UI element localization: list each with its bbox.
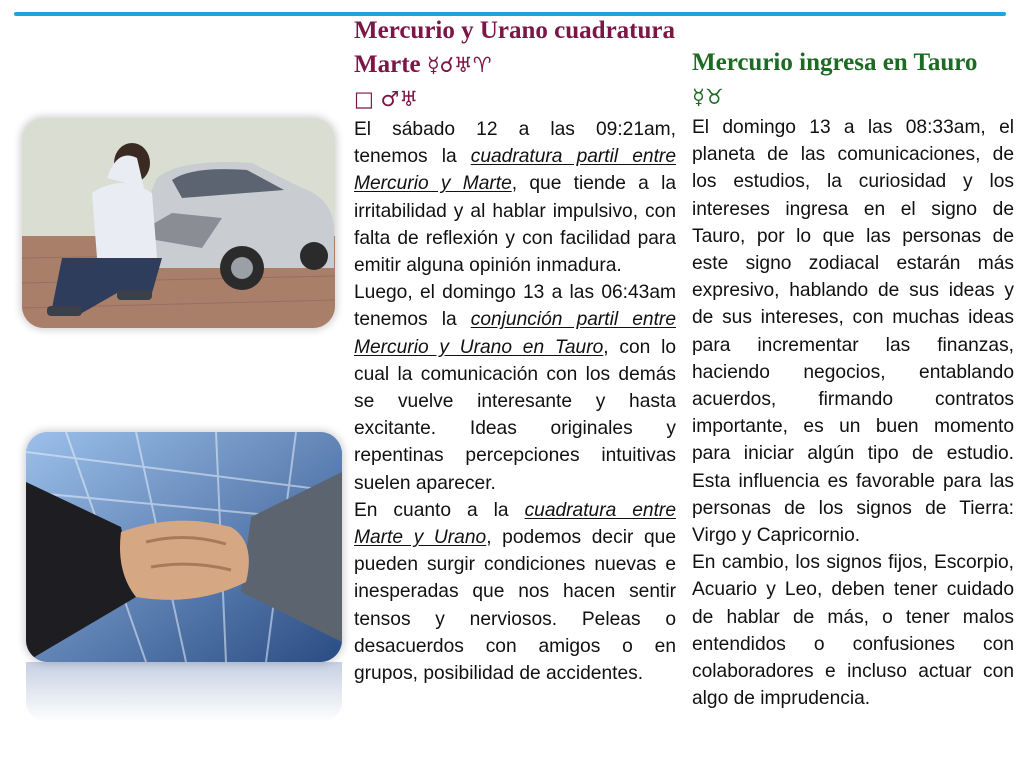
- paragraph-text: , con lo cual la comunicación con los demás se vuelve interesante y hasta excitante. Ideas originales y repentinas percepciones intuitivas suelen aparecer.: [354, 336, 676, 494]
- paragraph-text: Luego, el domingo 13 a las 06:43am tenemos la: [354, 282, 676, 331]
- mercury-taurus-glyphs-icon: ☿♉: [692, 85, 724, 109]
- car-accident-photo: [22, 118, 335, 328]
- middle-column: [354, 14, 676, 687]
- paragraph-emphasis: cuadratura entre Marte y Urano: [354, 499, 676, 549]
- paragraph-text: El sábado 12 a las 09:21am, tenemos la: [354, 119, 676, 168]
- handshake-illustration: [26, 432, 342, 662]
- astro-square-glyphs-icon: □ ♂♅: [354, 87, 419, 111]
- paragraph-mercury-uranus: [354, 279, 676, 497]
- paragraph-text: En cuanto a la: [354, 499, 525, 521]
- paragraph-emphasis: cuadratura partil entre Mercurio y Marte: [354, 146, 676, 195]
- right-column: [692, 46, 1014, 712]
- right-heading: [692, 46, 1014, 114]
- handshake-photo: [26, 432, 342, 662]
- paragraph-mercury-taurus: El domingo 13 a las 08:33am, el planeta de las comunicaciones, de los estudios, la curiosidad y los intereses ingresa en el signo de Tauro, por lo que las personas de este signo zodiacal estarán más expresivo, hablando de sus ideas y de sus intereses, con muchas ideas para incrementar las finanzas, haciendo negocios, entablando acuerdos, firmando contratos importante, es un buen momento para iniciar algún tipo de estudio. Esta influencia es favorable para las personas de los signos de Tierra: Virgo y Capricornio.: [692, 117, 1014, 547]
- car-accident-illustration: [22, 118, 335, 328]
- astro-glyphs-icon: ☿☌♅♈: [426, 53, 492, 77]
- paragraph-mars-uranus: [354, 497, 676, 687]
- middle-heading: [354, 14, 676, 116]
- right-heading-text: Mercurio ingresa en Tauro: [692, 49, 978, 76]
- paragraph-text: , podemos decir que pueden surgir condiciones nuevas e inesperadas que nos hacen sentir tensos y nerviosos. Peleas o desacuerdos con amigos o en grupos, posibilidad de accidentes.: [354, 527, 677, 685]
- paragraph-text: , que tiende a la irritabilidad y al hablar impulsivo, con falta de reflexión y con facilidad para emitir alguna opinión inmadura.: [354, 173, 676, 277]
- middle-heading-text: Mercurio y Urano cuadratura Marte: [354, 17, 676, 78]
- paragraph-fixed-signs: En cambio, los signos fijos, Escorpio, Acuario y Leo, deben tener cuidado de hablar de más, o tener malos entendidos o confusiones con colaboradores e incluso actuar con algo de imprudencia.: [692, 552, 1014, 710]
- paragraph-mercury-mars: [354, 116, 676, 279]
- paragraph-emphasis: conjunción partil entre Mercurio y Urano en Tauro: [354, 309, 676, 358]
- handshake-photo-reflection: [26, 662, 342, 722]
